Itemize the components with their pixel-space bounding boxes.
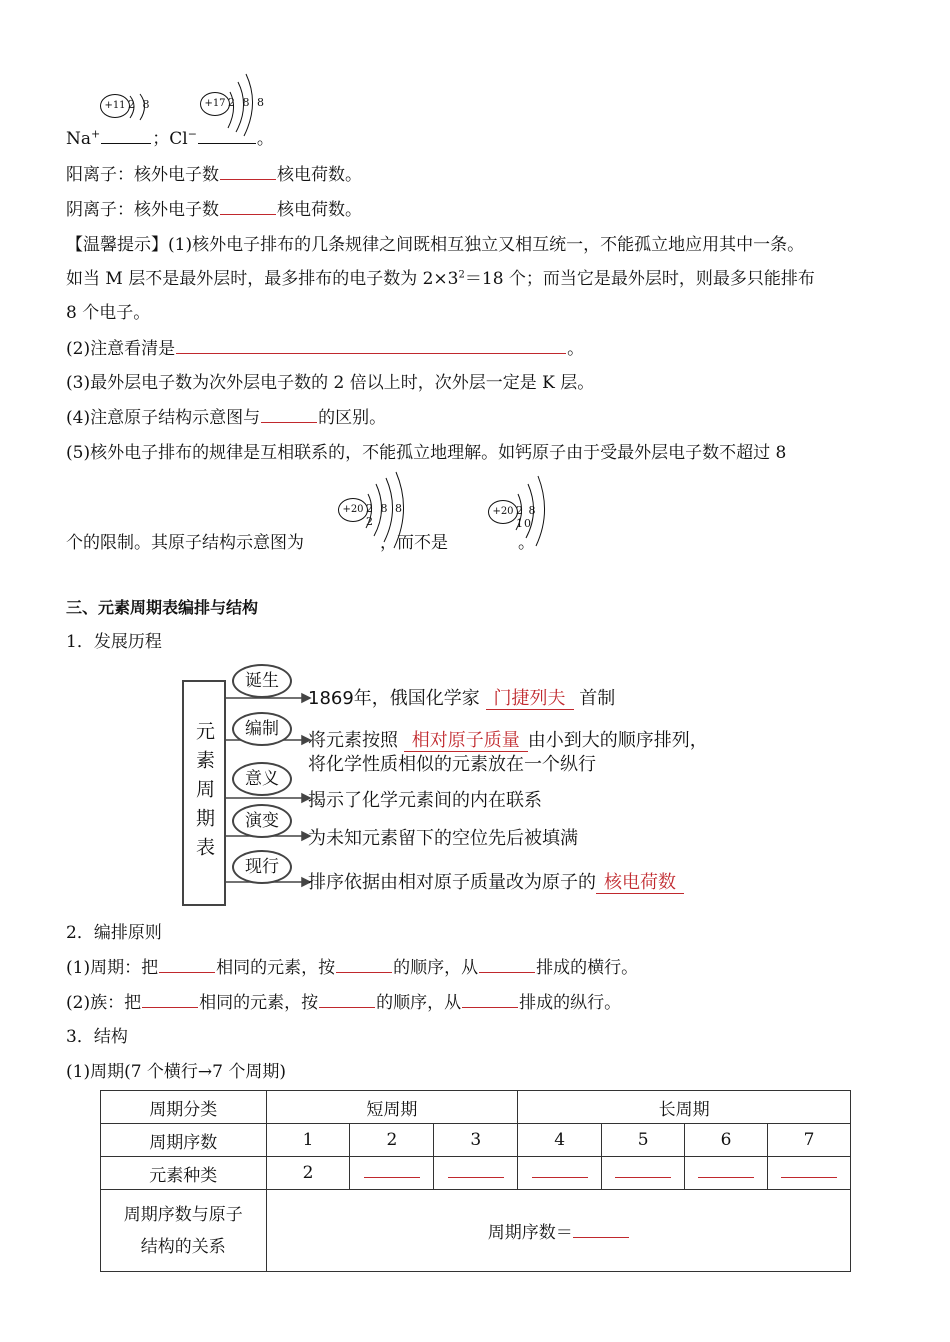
table-row [101,1157,851,1190]
period-rule-c: 的顺序，从 [393,958,479,978]
tip-item-5b-mid: ，而不是 [380,533,448,553]
anion-blank [220,197,276,215]
stage-compile-pre: 将元素按照 [308,730,398,751]
tip-item-5b-end: 。 [518,533,535,553]
element-count-blank [768,1157,851,1190]
relation-label-line-2: 结构的关系 [140,1236,226,1257]
period-index: 6 [685,1124,768,1157]
row-index-label: 周期序数 [101,1124,267,1157]
tip-item-4-blank [261,405,317,423]
stage-birth-pre: 1869年，俄国化学家 [308,688,480,709]
ca-wrong-diagram [486,472,556,548]
ca-wrong-shell-arcs [486,472,556,548]
table-row [101,1190,851,1272]
tip-line-2 [66,264,815,289]
cl-shell-numbers: 2 8 8 [228,96,266,109]
ca-correct-shell-arcs [336,470,416,550]
element-count-blank [602,1157,685,1190]
tip-item-5b-text: 个的限制。其原子结构示意图为 [66,533,304,553]
anion-text-end: 核电荷数。 [277,200,362,220]
element-count: 2 [266,1157,350,1190]
tip-item-2 [66,334,584,359]
stage-text-compile [308,726,708,752]
anion-text: 阴离子：核外电子数 [66,200,219,220]
period-rule-blank-1 [159,955,215,973]
group-rule-blank-2 [319,990,375,1008]
period-index: 1 [266,1124,350,1157]
ion-end: 。 [256,129,274,149]
na-nucleus: +11 [100,94,130,118]
ca-correct-nucleus: +20 [338,498,368,522]
relation-cell [266,1190,850,1272]
group-rule [66,988,621,1013]
tip-item-3: (3)最外层电子数为次外层电子数的 2 倍以上时，次外层一定是 K 层。 [66,373,595,393]
header-short: 短周期 [266,1091,518,1124]
sub-3-title: 3．结构 [66,1027,128,1047]
period-rule-d: 排成的横行。 [536,958,639,978]
period-index: 3 [434,1124,518,1157]
anion-line [66,195,362,220]
na-blank [101,126,151,144]
stage-label-compile: 编制 [232,712,292,746]
header-long: 长周期 [518,1091,851,1124]
tip-line-2a: 如当 M 层不是最外层时，最多排布的电子数为 2×3 [66,269,459,289]
cation-line [66,160,362,185]
period-index: 7 [768,1124,851,1157]
stage-label-birth: 诞生 [232,664,292,698]
stage-label-evolution: 演变 [232,804,292,838]
stage-text-birth [308,684,615,710]
stage-current-answer: 核电荷数 [596,872,684,894]
tip-item-4-end: 的区别。 [318,408,387,428]
tip-line-3: 8 个电子。 [66,303,151,323]
tip-item-5b [66,528,535,553]
period-intro: (1)周期(7 个横行→7 个周期) [66,1062,287,1082]
period-rule-a: (1)周期：把 [66,958,159,978]
cl-shell-arcs [198,68,268,138]
cl-charge: − [187,127,197,141]
stage-text-compile-2: 将化学性质相似的元素放在一个纵行 [308,754,596,775]
tip-item-4-text: (4)注意原子结构示意图与 [66,408,261,428]
na-label: Na [66,129,92,149]
relation-blank [573,1223,629,1238]
stage-label-current: 现行 [232,850,292,884]
sub-1-title: 1．发展历程 [66,632,162,652]
development-diagram [182,664,782,904]
row-count-label: 元素种类 [101,1157,267,1190]
cl-nucleus: +17 [200,92,230,116]
period-rule-blank-2 [336,955,392,973]
stage-birth-answer: 门捷列夫 [486,688,574,710]
element-count-blank [685,1157,768,1190]
period-rule-b: 相同的元素，按 [216,958,336,978]
tip-item-4 [66,403,386,428]
relation-text: 周期序数＝ [487,1223,573,1243]
stage-current-pre: 排序依据由相对原子质量改为原子的 [308,872,596,893]
stage-compile-answer: 相对原子质量 [404,730,528,752]
ca-wrong-shell-numbers: 2 8 10 [516,504,537,530]
ca-correct-diagram [336,470,416,550]
group-rule-c: 的顺序，从 [376,993,462,1013]
sub-2-title: 2．编排原则 [66,923,162,943]
element-count-blank [350,1157,434,1190]
tip-exponent: 2 [458,269,465,281]
na-shell-arcs [98,92,158,128]
group-rule-blank-1 [142,990,198,1008]
na-charge: + [91,127,101,141]
relation-label [101,1190,267,1272]
na-ion-diagram [98,92,158,128]
tip-item-2-end: 。 [567,339,585,359]
cation-text-end: 核电荷数。 [277,165,362,185]
stage-text-meaning: 揭示了化学元素间的内在联系 [308,790,542,811]
section-3-title: 三、元素周期表编排与结构 [66,598,259,617]
group-rule-a: (2)族：把 [66,993,142,1013]
period-index: 2 [350,1124,434,1157]
tip-item-2-text: (2)注意看清是 [66,339,176,359]
stage-label-meaning: 意义 [232,762,292,796]
group-rule-d: 排成的纵行。 [519,993,622,1013]
period-index: 4 [518,1124,602,1157]
ca-wrong-nucleus: +20 [488,500,518,524]
tip-line-2b: ＝18 个；而当它是最外层时，则最多只能排布 [464,269,815,289]
cation-text: 阳离子：核外电子数 [66,165,219,185]
stage-birth-post: 首制 [579,688,616,709]
period-index: 5 [602,1124,685,1157]
tip-item-2-blank [176,336,566,354]
period-rule [66,953,638,978]
period-rule-blank-3 [479,955,535,973]
group-rule-blank-3 [462,990,518,1008]
relation-label-line-1: 周期序数与原子 [123,1204,243,1225]
period-table [100,1090,851,1272]
periodic-table-box: 元素周期表 [182,680,226,906]
stage-text-evolution: 为未知元素留下的空位先后被填满 [308,828,578,849]
element-count-blank [518,1157,602,1190]
cl-separator: ；Cl [152,129,188,149]
cl-ion-diagram [198,68,268,138]
tip-line-1: 【温馨提示】(1)核外电子排布的几条规律之间既相互独立又相互统一，不能孤立地应用其中一条。 [66,235,805,255]
header-class: 周期分类 [101,1091,267,1124]
cation-blank [220,162,276,180]
table-header-row [101,1091,851,1124]
na-shell-numbers: 2 8 [128,98,152,111]
group-rule-b: 相同的元素，按 [199,993,319,1013]
element-count-blank [434,1157,518,1190]
stage-text-current [308,868,684,894]
ca-correct-shell-numbers: 2 8 8 2 [366,502,404,528]
stage-compile-post: 由小到大的顺序排列， [527,730,708,751]
table-row [101,1124,851,1157]
tip-item-5: (5)核外电子排布的规律是互相联系的，不能孤立地理解。如钙原子由于受最外层电子数不超过 8 [66,443,787,463]
